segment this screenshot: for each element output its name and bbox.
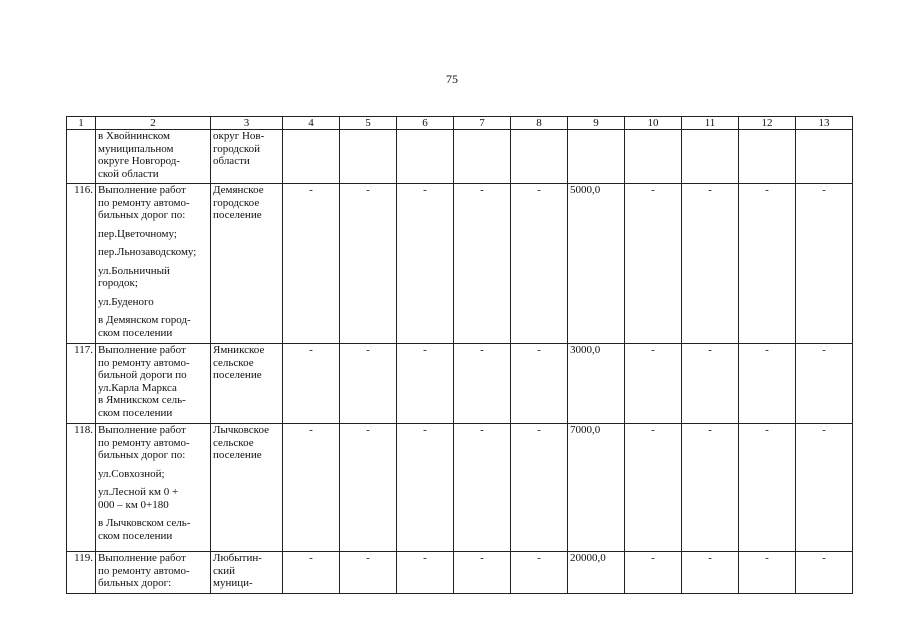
column-header: 11 — [682, 117, 739, 130]
cell-col-9: 3000,0 — [568, 344, 625, 424]
cell-col-8: - — [511, 552, 568, 594]
municipality: Демянское городское поселение — [211, 184, 283, 344]
description-line: в Хвойнинском муниципальном округе Новгород- ской области — [98, 130, 181, 180]
column-header: 4 — [283, 117, 340, 130]
cell-col-10: - — [625, 344, 682, 424]
table-body — [67, 130, 853, 594]
cell-col-4: - — [283, 552, 340, 594]
cell-col-13: - — [796, 424, 853, 552]
cell-col-4 — [283, 130, 340, 184]
cell-col-8 — [511, 130, 568, 184]
municipality: Ямникское сельское поселение — [211, 344, 283, 424]
column-header: 6 — [397, 117, 454, 130]
column-header: 7 — [454, 117, 511, 130]
description-line: Выполнение работ по ремонту автомо- бильных дорог по: — [98, 184, 190, 221]
cell-col-9 — [568, 130, 625, 184]
cell-col-11: - — [682, 424, 739, 552]
table-row — [67, 184, 853, 344]
work-description — [96, 344, 211, 424]
cell-col-10: - — [625, 424, 682, 552]
description-line: в Демянском город- ском поселении — [98, 314, 191, 339]
description-line: ул.Буденого — [98, 295, 154, 308]
cell-col-8: - — [511, 184, 568, 344]
municipality: округ Нов- городской области — [211, 130, 283, 184]
table-row — [67, 424, 853, 552]
cell-col-5: - — [340, 184, 397, 344]
column-header: 13 — [796, 117, 853, 130]
cell-col-6: - — [397, 344, 454, 424]
cell-col-12 — [739, 130, 796, 184]
cell-col-11: - — [682, 344, 739, 424]
cell-col-9: 5000,0 — [568, 184, 625, 344]
description-line: ул.Совхозной; — [98, 467, 165, 480]
municipality: Любытин- ский муници- — [211, 552, 283, 594]
description-line: ул.Лесной км 0 + 000 – км 0+180 — [98, 486, 179, 511]
page-number: 75 — [446, 72, 458, 86]
cell-col-10 — [625, 130, 682, 184]
description-line: пер.Цветочному; — [98, 227, 177, 240]
cell-col-13: - — [796, 184, 853, 344]
cell-col-13: - — [796, 552, 853, 594]
cell-col-5 — [340, 130, 397, 184]
cell-col-5: - — [340, 344, 397, 424]
column-header: 1 — [67, 117, 96, 130]
cell-col-5: - — [340, 552, 397, 594]
description-line: пер.Льнозаводскому; — [98, 246, 197, 258]
header-row — [67, 117, 853, 130]
cell-col-10: - — [625, 552, 682, 594]
cell-col-9: 7000,0 — [568, 424, 625, 552]
column-header: 9 — [568, 117, 625, 130]
column-header: 12 — [739, 117, 796, 130]
cell-col-5: - — [340, 424, 397, 552]
cell-col-12: - — [739, 552, 796, 594]
column-header: 8 — [511, 117, 568, 130]
row-number: 119. — [67, 552, 96, 594]
cell-col-7: - — [454, 424, 511, 552]
cell-col-6 — [397, 130, 454, 184]
cell-col-11 — [682, 130, 739, 184]
row-number: 118. — [67, 424, 96, 552]
row-number: 117. — [67, 344, 96, 424]
cell-col-11: - — [682, 184, 739, 344]
cell-col-12: - — [739, 344, 796, 424]
cell-col-4: - — [283, 344, 340, 424]
cell-col-11: - — [682, 552, 739, 594]
description-line: Выполнение работ по ремонту автомо- бильных дорог по: — [98, 424, 190, 461]
cell-col-7: - — [454, 184, 511, 344]
cell-col-8: - — [511, 424, 568, 552]
column-header: 5 — [340, 117, 397, 130]
work-description — [96, 130, 211, 184]
cell-col-7: - — [454, 344, 511, 424]
cell-col-4: - — [283, 184, 340, 344]
table-row — [67, 130, 853, 184]
column-header: 10 — [625, 117, 682, 130]
cell-col-8: - — [511, 344, 568, 424]
work-description — [96, 184, 211, 344]
work-description — [96, 552, 211, 594]
cell-col-6: - — [397, 552, 454, 594]
row-number — [67, 130, 96, 184]
cell-col-7: - — [454, 552, 511, 594]
column-header: 2 — [96, 117, 211, 130]
cell-col-6: - — [397, 424, 454, 552]
table-row — [67, 344, 853, 424]
column-header: 3 — [211, 117, 283, 130]
description-line: в Лычковском сель- ском поселении — [98, 517, 191, 542]
cell-col-4: - — [283, 424, 340, 552]
budget-table — [66, 116, 853, 594]
table-row — [67, 552, 853, 594]
cell-col-13: - — [796, 344, 853, 424]
cell-col-6: - — [397, 184, 454, 344]
description-line: Выполнение работ по ремонту автомо- бильной дороги по ул.Карла Маркса в Ямникском сель- ском поселении — [98, 344, 190, 419]
cell-col-10: - — [625, 184, 682, 344]
description-line: Выполнение работ по ремонту автомо- бильных дорог: — [98, 552, 190, 589]
cell-col-13 — [796, 130, 853, 184]
description-line: ул.Больничный городок; — [98, 264, 170, 289]
work-description — [96, 424, 211, 552]
cell-col-7 — [454, 130, 511, 184]
cell-col-12: - — [739, 184, 796, 344]
cell-col-9: 20000,0 — [568, 552, 625, 594]
row-number: 116. — [67, 184, 96, 344]
cell-col-12: - — [739, 424, 796, 552]
municipality: Лычковское сельское поселение — [211, 424, 283, 552]
